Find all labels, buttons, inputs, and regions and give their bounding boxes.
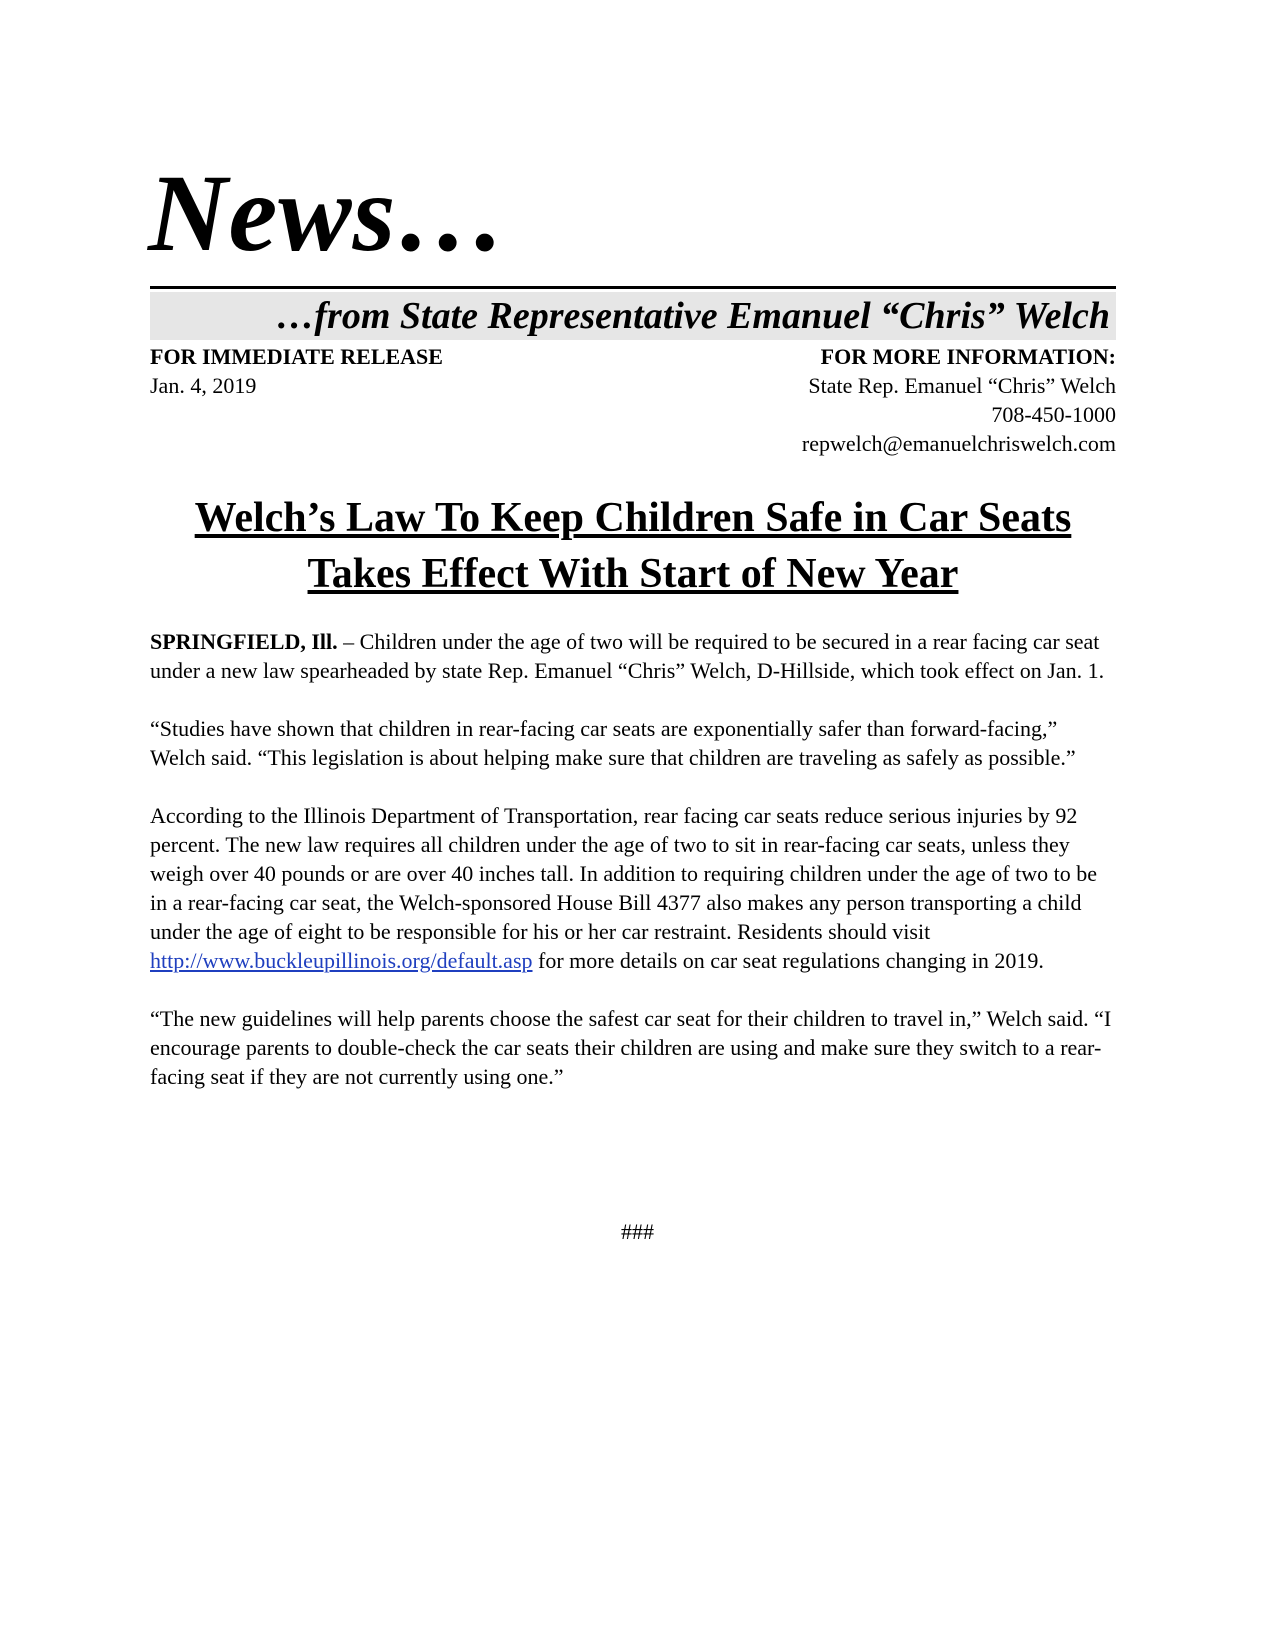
masthead-rule (150, 286, 1116, 289)
paragraph-1 (150, 627, 1118, 685)
release-info-left (150, 342, 443, 400)
headline-line-1: Welch’s Law To Keep Children Safe in Car Seats (194, 495, 1072, 541)
contact-email: repwelch@emanuelchriswelch.com (801, 431, 1116, 456)
immediate-release-label: FOR IMMEDIATE RELEASE (150, 344, 443, 369)
paragraph-3-text-end: for more details on car seat regulations changing in 2019. (532, 948, 1044, 973)
from-line: …from State Representative Emanuel “Chris” Welch (150, 292, 1116, 340)
end-mark: ### (621, 1219, 654, 1244)
buckleup-link[interactable]: http://www.buckleupillinois.org/default.asp (150, 948, 533, 973)
article-body (150, 627, 1118, 1120)
release-info-right (802, 342, 1116, 458)
contact-name: State Rep. Emanuel “Chris” Welch (808, 373, 1116, 398)
paragraph-1-text: – Children under the age of two will be required to be secured in a rear facing car seat under a new law spearheaded by state Rep. Emanuel “Chris” Welch, D-Hillside, which took effect on Jan. 1. (150, 629, 1105, 683)
more-info-label: FOR MORE INFORMATION: (820, 344, 1116, 369)
headline (150, 490, 1116, 602)
paragraph-2: “Studies have shown that children in rear-facing car seats are exponentially safer than forward-facing,” Welch said. “This legislation is about helping make sure that children are traveling as safely as possible.” (150, 716, 1076, 770)
contact-phone: 708-450-1000 (991, 402, 1116, 427)
paragraph-3 (150, 801, 1118, 975)
paragraph-4: “The new guidelines will help parents choose the safest car seat for their children to travel in,” Welch said. “I encourage parents to double-check the car seats their children are using and make sure they switch to a rear-facing seat if they are not currently using one.” (150, 1006, 1112, 1089)
paragraph-3-text-start: According to the Illinois Department of Transportation, rear facing car seats reduce serious injuries by 92 percent. The new law requires all children under the age of two to sit in rear-facing car seats, unless they weigh over 40 pounds or are over 40 inches tall. In addition to requiring children under the age of two to be in a rear-facing car seat, the Welch-sponsored House Bill 4377 also makes any person transporting a child under the age of eight to be responsible for his or her car restraint. Residents should visit (150, 803, 1097, 944)
dateline: SPRINGFIELD, Ill. (150, 629, 338, 654)
headline-line-2: Takes Effect With Start of New Year (307, 551, 959, 597)
masthead-title: News… (148, 152, 508, 274)
release-date: Jan. 4, 2019 (150, 373, 257, 398)
